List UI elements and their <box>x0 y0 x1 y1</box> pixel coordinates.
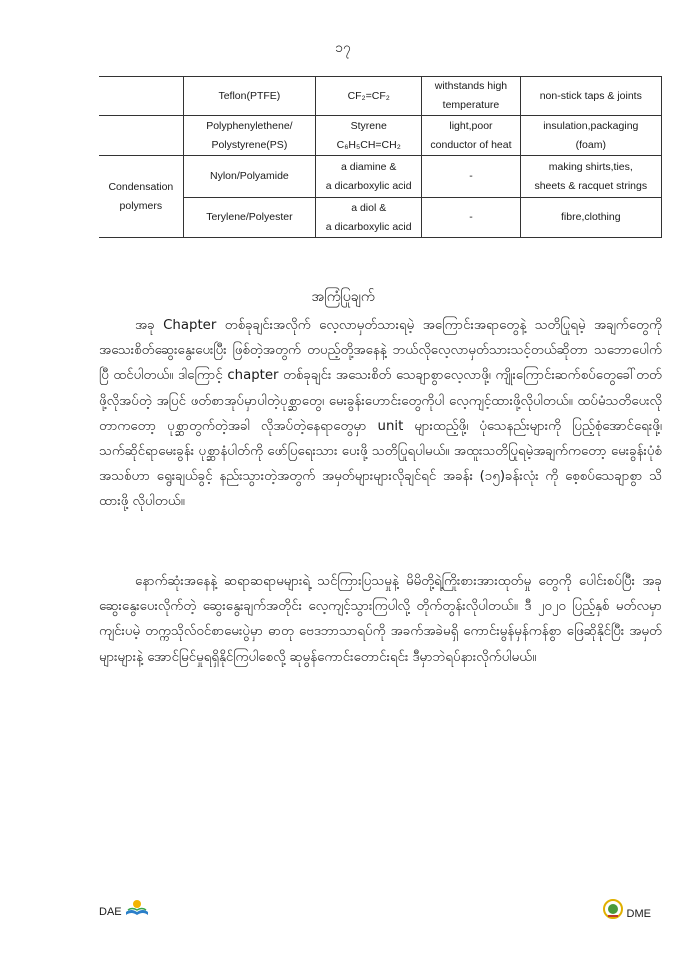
group-cell <box>99 116 183 156</box>
use-cell: fibre,clothing <box>520 198 661 238</box>
dae-label: DAE <box>99 906 122 918</box>
footer-left <box>99 898 150 918</box>
table-row <box>99 116 662 156</box>
book-logo-icon <box>124 898 150 918</box>
emblem-logo-icon <box>601 898 625 920</box>
use-cell: making shirts,ties, sheets & racquet strings <box>520 156 661 198</box>
monomer-cell: a diamine & a dicarboxylic acid <box>316 156 422 198</box>
page-number: ၁၇ <box>335 40 351 56</box>
property-cell: withstands high temperature <box>422 77 520 116</box>
paragraph-2: နောက်ဆုံးအနေနဲ့ ဆရာဆရာမများရဲ့ သင်ကြားပြသမှုနဲ့ မိမိတို့ရဲ့ကြိုးစားအားထုတ်မှု တွေကို ပေါင်းစပ်ပြီး အခုဆွေးနွေးပေးလိုက်တဲ့ ဆွေးနွေးချက်အတိုင်း လေ့ကျင့်သွားကြပါလို့ တိုက်တွန်းလိုပါတယ်။ ဒီ ၂၀၂၀ ပြည့်နှစ် မတ်လမှာကျင်းပမဲ့ တက္ကသိုလ်ဝင်စာမေးပွဲမှာ ဓာတု ဗေဒဘာသာရပ်ကို အခက်အခဲမရှိ ကောင်းမွန်မှန်ကန်စွာ ဖြေဆိုနိုင်ပြီး အမှတ်များများနဲ့ အောင်မြင်မှုရရှိနိုင်ကြပါစေလို့ ဆုမွန်ကောင်းတောင်းရင်း ဒီမှာဘဲရပ်နားလိုက်ပါမယ်။ <box>99 574 662 665</box>
footer-right <box>601 898 651 920</box>
property-cell: light,poor conductor of heat <box>422 116 520 156</box>
polymer-table <box>99 76 662 238</box>
paragraph-1: အခု Chapter တစ်ခုချင်းအလိုက် လေ့လာမှတ်သားရမဲ့ အကြောင်းအရာတွေနဲ့ သတိပြုရမဲ့ အချက်တွေကို အသေးစိတ်ဆွေးနွေးပေးပြီး ဖြစ်တဲ့အတွက် တပည့်တို့အနေနဲ့ ဘယ်လိုလေ့လာမှတ်သားသင့်တယ်ဆိုတာ သဘောပေါက်ပြီ ထင်ပါတယ်။ ဒါကြောင့် chapter တစ်ခုချင်း အသေးစိတ် သေချာစွာလေ့လာဖို့၊ ကျိုးကြောင်းဆက်စပ်တွေခေါ်တတ်ဖို့လိုအပ်တဲ့ အပြင် ဖတ်စာအုပ်မှာပါတဲ့ပုစ္ဆာတွေ၊ မေးခွန်းဟောင်းတွေကိုပါ လေ့ကျင့်ထားဖို့လိုပါတယ်။ ထပ်မံသတိပေးလိုတာကတော့ ပုစ္ဆာတွက်တဲ့အခါ လိုအပ်တဲ့နေရာတွေမှာ unit များထည့်ဖို့၊ ပုံသေနည်းများကို ပြည့်စုံအောင်ရေးဖို့၊ သက်ဆိုင်ရာမေးခွန်း ပုစ္ဆာနံပါတ်ကို ဖော်ပြရေးသား ပေးဖို့ သတိပြုရပါမယ်။ အထူးသတိပြုရမဲ့အချက်ကတော့ မေးခွန်းပုံစံအသစ်ဟာ ရွေးချယ်ခွင့် နည်းသွားတဲ့အတွက် အမှတ်များများလိုချင်ရင် အခန်း (၁၅)ခန်းလုံး ကို စေ့စပ်သေချာစွာ သိထားဖို့ လိုပါတယ်။ <box>99 318 662 510</box>
use-cell: non-stick taps & joints <box>520 77 661 116</box>
table-row <box>99 198 662 238</box>
property-cell: - <box>422 198 520 238</box>
group-cell <box>99 77 183 116</box>
dme-label: DME <box>626 908 651 920</box>
property-cell: - <box>422 156 520 198</box>
polymer-name-cell: Teflon(PTFE) <box>183 77 315 116</box>
polymer-name-cell: Terylene/Polyester <box>183 198 315 238</box>
group-cell: Condensation polymers <box>99 156 183 238</box>
section-heading: အကြံပြုချက် <box>311 289 375 305</box>
polymer-name-cell: Polyphenylethene/ Polystyrene(PS) <box>183 116 315 156</box>
monomer-cell: a diol & a dicarboxylic acid <box>316 198 422 238</box>
monomer-cell: Styrene C₆H₅CH=CH₂ <box>316 116 422 156</box>
table-row <box>99 77 662 116</box>
polymer-name-cell: Nylon/Polyamide <box>183 156 315 198</box>
monomer-cell: CF₂=CF₂ <box>316 77 422 116</box>
table-row <box>99 156 662 198</box>
use-cell: insulation,packaging (foam) <box>520 116 661 156</box>
